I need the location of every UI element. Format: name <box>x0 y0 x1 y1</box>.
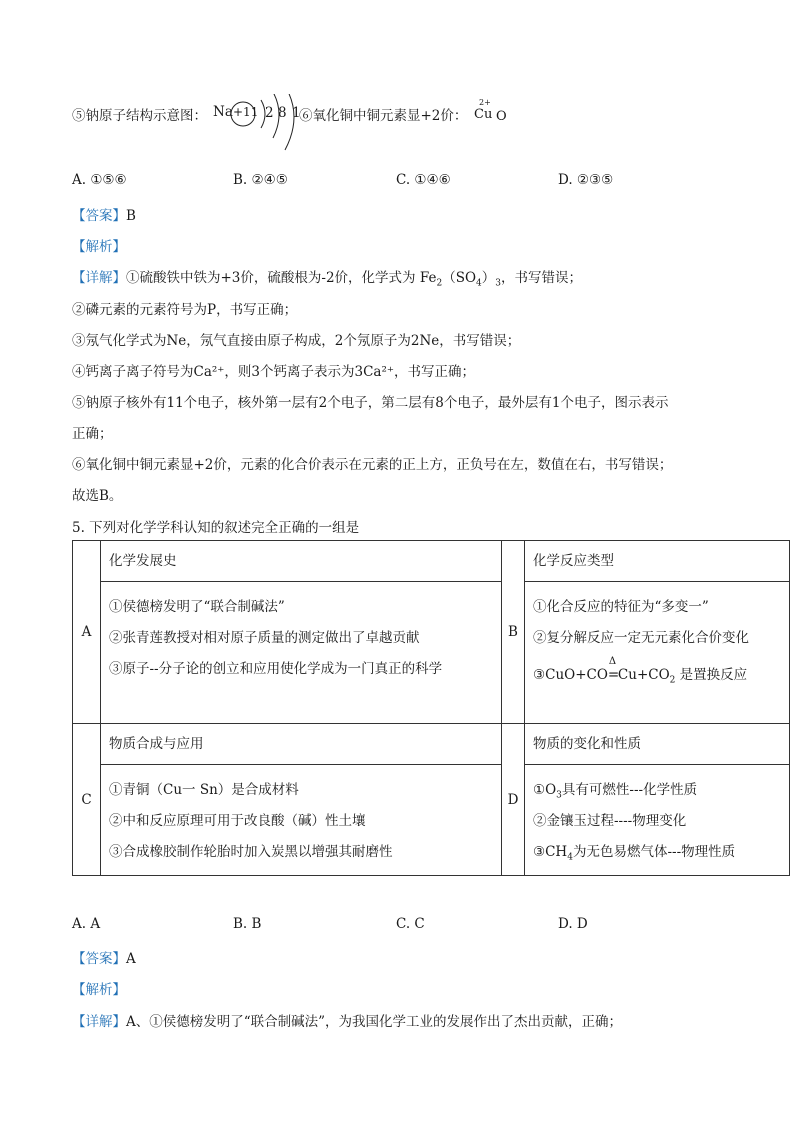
answer-value: B <box>126 208 136 224</box>
detail-line-3: ③氖气化学式为Ne，氖气直接由原子构成，2个氖原子为2Ne，书写错误； <box>72 333 521 349</box>
cell-c-item-1: ①青铜（Cu一 Sn）是合成材料 <box>109 782 299 798</box>
detail-line-1 <box>72 266 583 289</box>
cell-b <box>525 541 790 724</box>
shell-3: 1 <box>292 105 301 121</box>
row-letter-c: C <box>73 724 101 876</box>
cell-c-item-3: ③合成橡胶制作轮胎时加入炭黑以增强其耐磨性 <box>109 844 393 860</box>
cell-a-item-3: ③原子--分子论的创立和应用使化学成为一门真正的科学 <box>109 661 443 677</box>
atom-nucleus: +11 <box>233 105 259 119</box>
row-letter-b: B <box>502 541 525 724</box>
q4-answer-line <box>72 204 136 224</box>
detail-label: 【详解】 <box>72 270 126 286</box>
detail-line-2: ②磷元素的元素符号为P，书写正确； <box>72 302 298 318</box>
cell-b-item-2: ②复分解反应一定无元素化合价变化 <box>533 630 749 646</box>
analysis-label: 【解析】 <box>72 239 126 255</box>
q5-answer-line <box>72 947 136 967</box>
formula-cu: Cu <box>474 107 493 122</box>
sodium-atom-diagram <box>213 94 323 154</box>
cell-d-item-3: $③CH_4$为无色易燃气体---物理性质 <box>533 844 736 863</box>
cell-a-title: 化学发展史 <box>101 541 501 582</box>
q5-detail-label: 【详解】 <box>72 1014 126 1030</box>
atom-shells-icon <box>213 94 323 154</box>
q5-option-d[interactable]: D. D <box>558 916 588 932</box>
detail-line-8: 故选B。 <box>72 488 123 504</box>
q5-stem: 5. 下列对化学学科认知的叙述完全正确的一组是 <box>72 520 360 536</box>
cell-a-body <box>101 582 501 691</box>
valence-mark: 2+ <box>479 98 491 107</box>
cell-c-body <box>101 765 501 874</box>
q5-detail-text: A、①侯德榜发明了“联合制碱法”，为我国化学工业的发展作出了杰出贡献，正确； <box>126 1014 623 1030</box>
q4-option-b[interactable]: B. ②④⑤ <box>233 172 288 188</box>
cell-a-item-2: ②张青莲教授对相对原子质量的测定做出了卓越贡献 <box>109 630 420 646</box>
q5-option-b[interactable]: B. B <box>233 916 262 932</box>
detail-line-4: ④钙离子离子符号为Ca²⁺，则3个钙离子表示为3Ca²⁺，书写正确； <box>72 364 476 380</box>
item5-text: ⑤钠原子结构示意图： <box>72 108 207 124</box>
q4-option-c[interactable]: C. ①④⑥ <box>396 172 451 188</box>
cell-b-title: 化学反应类型 <box>525 541 789 582</box>
cell-d-body <box>525 765 789 874</box>
cell-d <box>525 724 790 876</box>
item6-line <box>299 104 467 124</box>
row-letter-a: A <box>73 541 101 724</box>
cell-d-item-1: $①O_3$具有可燃性---化学性质 <box>533 782 698 801</box>
cell-c <box>101 724 502 876</box>
item6-formula <box>474 98 514 128</box>
cell-b-item-1: ①化合反应的特征为“多变一” <box>533 599 709 615</box>
q5-analysis-label: 【解析】 <box>72 982 126 998</box>
cell-d-item-2: ②金镶玉过程----物理变化 <box>533 813 687 829</box>
item6-text: ⑥氧化铜中铜元素显+2价： <box>299 108 468 124</box>
q4-option-d[interactable]: D. ②③⑤ <box>558 172 614 188</box>
row-letter-d: D <box>502 724 525 876</box>
q4-line-items-5-6 <box>72 104 207 124</box>
detail-text-1: ①硫酸铁中铁为+3价，硫酸根为-2价，化学式为 <box>126 270 416 286</box>
formula-o: O <box>496 109 507 124</box>
detail-line-7: ⑥氧化铜中铜元素显+2价，元素的化合价表示在元素的正上方，正负号在左，数值在右，书写错误； <box>72 457 673 473</box>
shell-1: 2 <box>265 105 274 121</box>
cell-c-item-2: ②中和反应原理可用于改良酸（碱）性土壤 <box>109 813 366 829</box>
cell-b-item-3: ③CuO+CO Δ $=Cu+CO_2$ 是置换反应 <box>533 656 748 686</box>
q4-option-a[interactable]: A. ①⑤⑥ <box>72 172 127 188</box>
cell-d-title: 物质的变化和性质 <box>525 724 789 765</box>
detail-line-6: 正确； <box>72 426 113 442</box>
q5-answer-label: 【答案】 <box>72 951 126 967</box>
detail-line-5: ⑤钠原子核外有11个电子，核外第一层有2个电子，第二层有8个电子，最外层有1个电子，图示表示 <box>72 395 669 411</box>
answer-label: 【答案】 <box>72 208 126 224</box>
q5-option-a[interactable]: A. A <box>72 916 101 932</box>
cell-a <box>101 541 502 724</box>
q5-answer-value: A <box>126 951 136 967</box>
detail-text-1-tail: ，书写错误； <box>501 270 583 286</box>
formula-fe: $Fe_2(SO_4)_3$ <box>419 270 502 289</box>
q5-table <box>72 540 790 876</box>
atom-symbol: Na <box>213 104 233 120</box>
cell-a-item-1: ①侯德榜发明了“联合制碱法” <box>109 599 285 615</box>
q5-option-c[interactable]: C. C <box>396 916 425 932</box>
q5-detail-line <box>72 1010 622 1030</box>
shell-2: 8 <box>278 105 287 121</box>
cell-c-title: 物质合成与应用 <box>101 724 501 765</box>
cell-b-body <box>525 582 789 697</box>
